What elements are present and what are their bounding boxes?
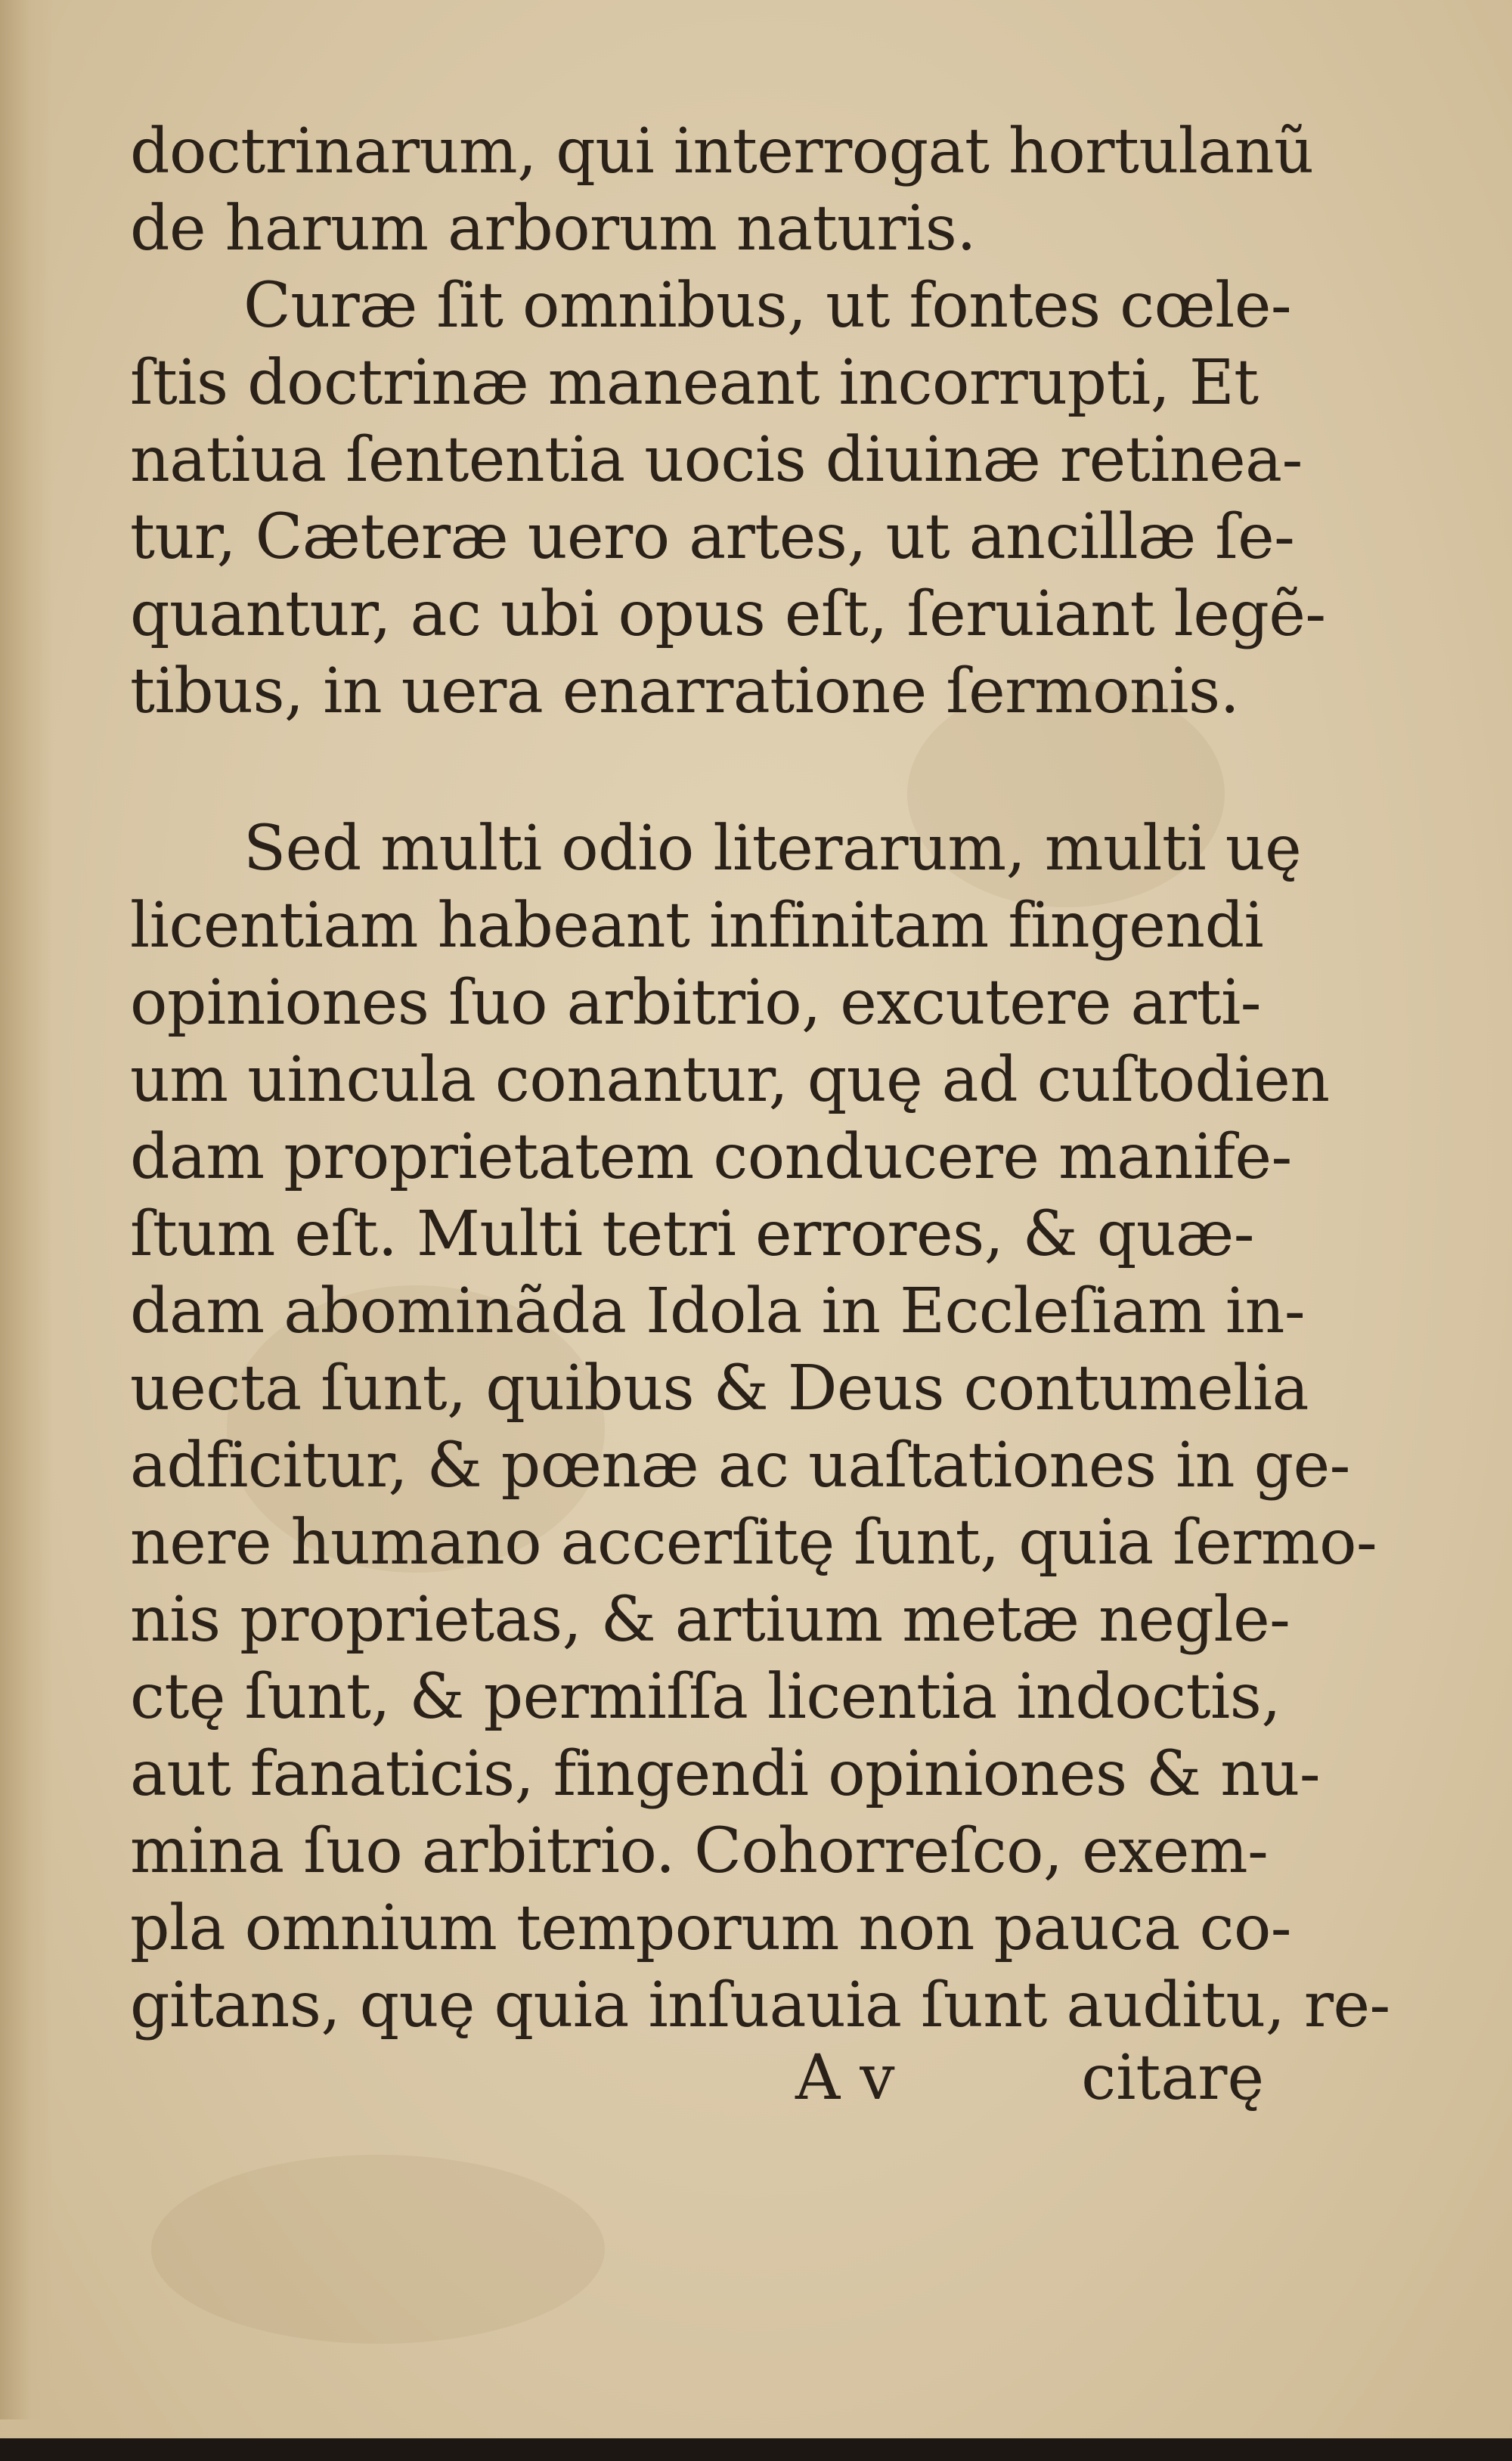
text-line: um uincula conantur, quę ad cuſtodien: [130, 1044, 1330, 1116]
text-line: gitans, quę quia inſuauia ſunt auditu, re-: [130, 1970, 1390, 2041]
text-line: de harum arborum naturis.: [130, 193, 976, 265]
paragraph-gap: [130, 730, 1279, 811]
text-line: quantur, ac ubi opus eſt, ſeruiant legẽ-: [130, 578, 1326, 650]
text-line: doctrinarum, qui interrogat hortulanũ: [130, 116, 1314, 188]
signature-mark: A v: [795, 2042, 895, 2114]
body-text: [130, 113, 1390, 2044]
text-line: licentiam habeant infinitam fingendi: [130, 890, 1264, 962]
catchword: citarę: [1081, 2042, 1264, 2114]
scan-border: [0, 2438, 1512, 2461]
text-line: dam abominãda Idola in Eccleſiam in-: [130, 1275, 1306, 1347]
text-line: ctę ſunt, & permiſſa licentia indoctis,: [130, 1661, 1281, 1733]
page-footer: [130, 2040, 1264, 2117]
text-line: natiua ſententia uocis diuinæ retinea-: [130, 424, 1303, 496]
text-line: ſtum eſt. Multi tetri errores, & quæ-: [130, 1198, 1254, 1270]
text-line: Sed multi odio literarum, multi uę: [243, 813, 1302, 885]
text-line: opiniones ſuo arbitrio, excutere arti-: [130, 967, 1261, 1039]
text-line: tibus, in uera enarratione ſermonis.: [130, 656, 1240, 727]
text-line: dam proprietatem conducere manife-: [130, 1121, 1292, 1193]
text-line: pla omnium temporum non pauca co-: [130, 1892, 1292, 1964]
paper-stain: [151, 2155, 605, 2344]
text-line: tur, Cæteræ uero artes, ut ancillæ ſe-: [130, 501, 1295, 573]
page-gutter-shadow: [0, 0, 53, 2419]
text-line: aut fanaticis, fingendi opiniones & nu-: [130, 1738, 1321, 1810]
text-line: mina ſuo arbitrio. Cohorreſco, exem-: [130, 1815, 1269, 1887]
text-line: ſtis doctrinæ maneant incorrupti, Et: [130, 347, 1259, 419]
text-line: adficitur, & pœnæ ac uaſtationes in ge-: [130, 1430, 1350, 1502]
text-line: uecta ſunt, quibus & Deus contumelia: [130, 1353, 1309, 1424]
text-line: Curæ ſit omnibus, ut fontes cœle-: [243, 270, 1292, 342]
text-line: nis proprietas, & artium metæ negle-: [130, 1584, 1290, 1656]
text-line: nere humano accerſitę ſunt, quia ſermo-: [130, 1507, 1377, 1579]
